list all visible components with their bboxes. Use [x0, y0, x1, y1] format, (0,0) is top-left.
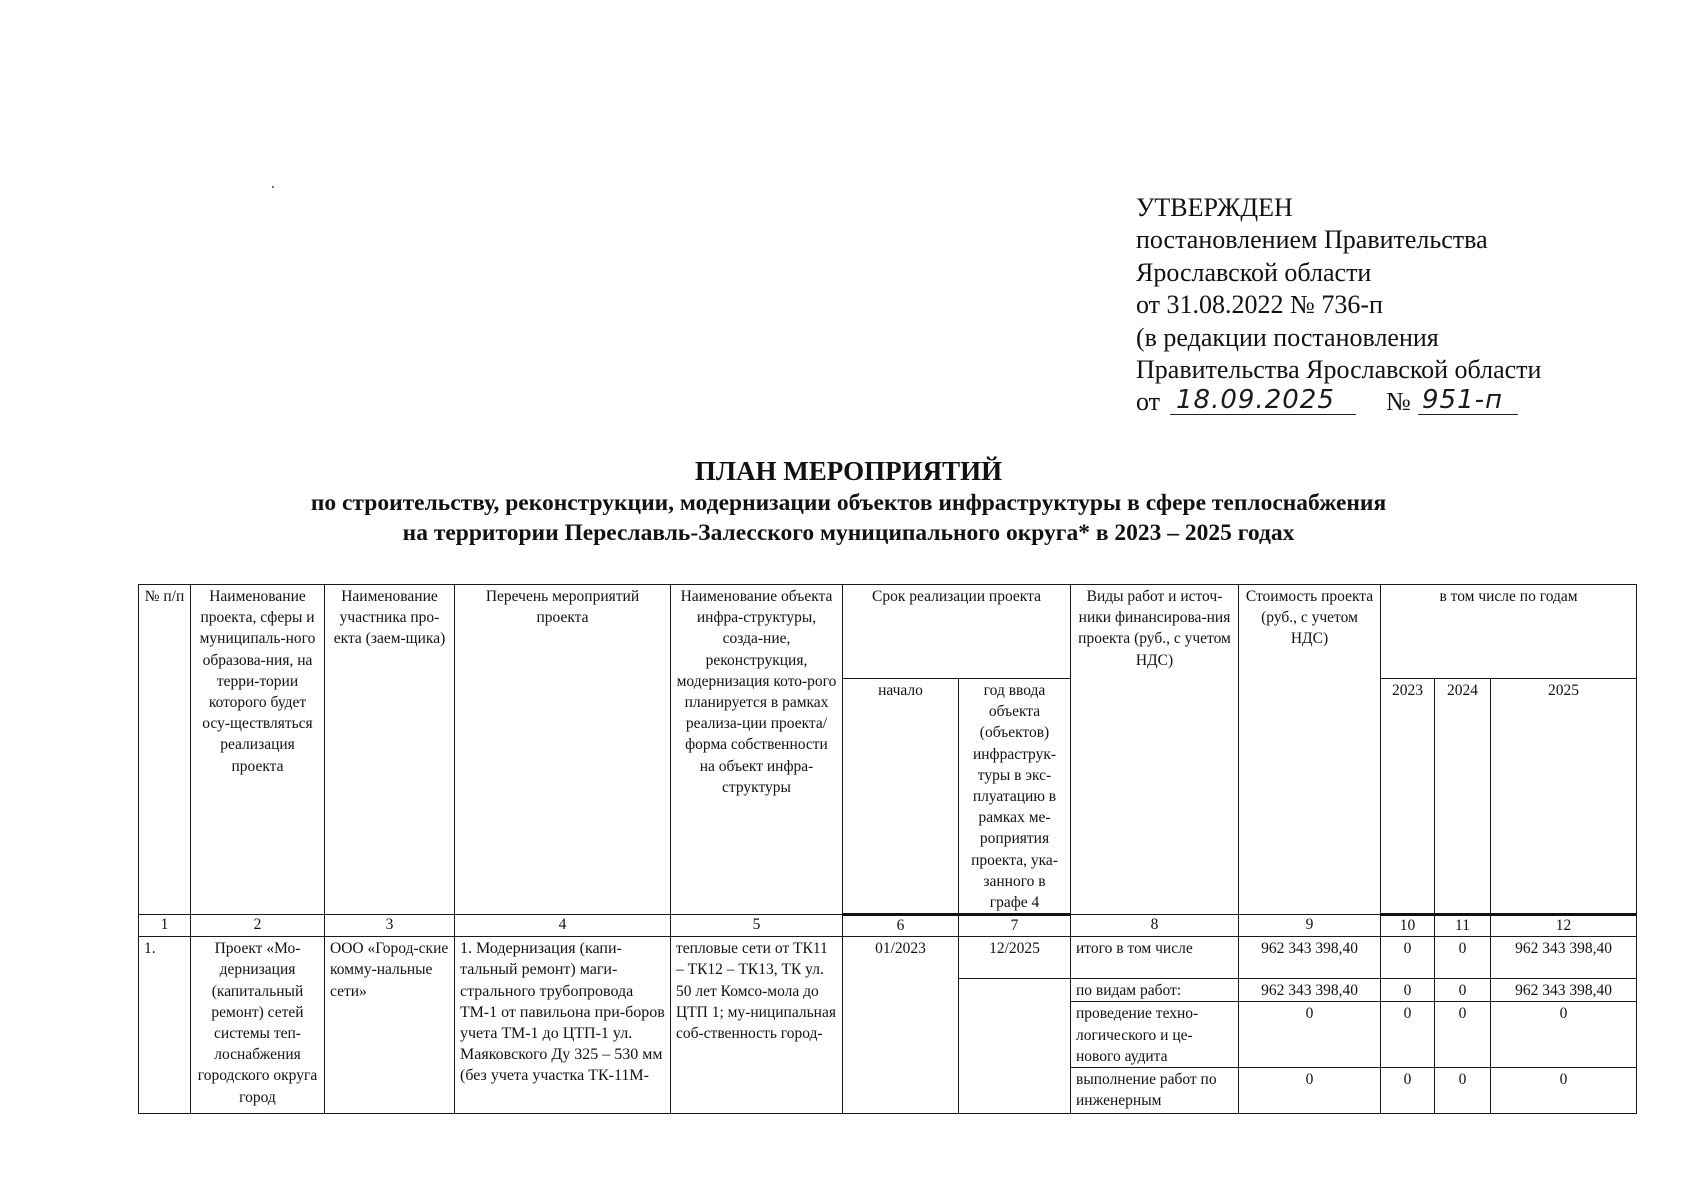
col-num-5: 5: [671, 915, 843, 937]
col-num-1: 1: [139, 915, 191, 937]
handwritten-date: 18.09.2025: [1176, 385, 1335, 416]
col-num-7: 7: [959, 915, 1071, 937]
approval-line-6: Правительства Ярославской области: [1136, 355, 1542, 385]
document-subtitle-1: по строительству, реконструкции, модернизации объектов инфраструктуры в сфере теплоснабжения: [310, 490, 1387, 516]
header-by-years: в том числе по годам: [1381, 585, 1637, 679]
col-num-2: 2: [191, 915, 325, 937]
row1-line4-2023: 0: [1381, 1068, 1435, 1114]
row1-participant: ООО «Город-ские комму-нальные сети»: [325, 937, 455, 1114]
header-start: начало: [843, 679, 959, 915]
table-row: [139, 937, 1637, 979]
col-num-11: 11: [1435, 915, 1491, 937]
row1-line3-2023: 0: [1381, 1002, 1435, 1068]
row1-line4-2024: 0: [1435, 1068, 1491, 1114]
approval-heading: УТВЕРЖДЕН: [1136, 193, 1293, 222]
row1-line2-2025: 962 343 398,40: [1491, 979, 1637, 1002]
header-2023: 2023: [1381, 679, 1435, 915]
header-object: Наименование объекта инфра-структуры, созда-ние, реконструкция, модернизация кото-рого планируется в рамках реализа-ции проекта/форма собственности на объект инфра-структуры: [671, 585, 843, 915]
row1-line2-cost: 962 343 398,40: [1239, 979, 1381, 1002]
approval-signature-row: [1136, 386, 1541, 418]
number-sign: №: [1386, 387, 1411, 417]
row1-line1-label: итого в том числе: [1071, 937, 1239, 979]
col-num-6: 6: [843, 915, 959, 937]
header-works: Виды работ и источ-ники финансирова-ния проекта (руб., с учетом НДС): [1071, 585, 1239, 915]
approval-stamp-block: [1136, 192, 1541, 418]
approval-line-4: от 31.08.2022 № 736-п: [1136, 290, 1383, 320]
row1-line1-2025: 962 343 398,40: [1491, 937, 1637, 979]
col-num-4: 4: [455, 915, 671, 937]
header-measures: Перечень мероприятий проекта: [455, 585, 671, 915]
header-project: Наименование проекта, сферы и муниципаль-ного образова-ния, на терри-тории которого будет осу-ществляться реализация проекта: [191, 585, 325, 915]
header-num: № п/п: [139, 585, 191, 915]
row1-line2-label: по видам работ:: [1071, 979, 1239, 1002]
row1-start: 01/2023: [843, 937, 959, 1114]
row1-line4-label: выполнение работ по инженерным: [1071, 1068, 1239, 1114]
approval-line-3: Ярославской области: [1136, 257, 1372, 287]
row1-line4-2025: 0: [1491, 1068, 1637, 1114]
row1-line3-cost: 0: [1239, 1002, 1381, 1068]
row1-line2-2023: 0: [1381, 979, 1435, 1002]
document-subtitle-2: на территории Переславль-Залесского муниципального округа* в 2023 – 2025 годах: [402, 520, 1295, 546]
from-label: от: [1136, 387, 1161, 417]
row1-line3-2024: 0: [1435, 1002, 1491, 1068]
row1-line3-label: проведение техно-логического и це-нового аудита: [1071, 1002, 1239, 1068]
col-num-10: 10: [1381, 915, 1435, 937]
document-title: ПЛАН МЕРОПРИЯТИЙ: [694, 456, 1003, 486]
row1-line2-2024: 0: [1435, 979, 1491, 1002]
column-numbers-row: [139, 915, 1637, 937]
col-num-8: 8: [1071, 915, 1239, 937]
header-2024: 2024: [1435, 679, 1491, 915]
col-num-9: 9: [1239, 915, 1381, 937]
row1-end-continued: [959, 979, 1071, 1114]
approval-line-2: постановлением Правительства: [1136, 225, 1488, 255]
header-cost: Стоимость проекта (руб., с учетом НДС): [1239, 585, 1381, 915]
col-num-12: 12: [1491, 915, 1637, 937]
row1-project: Проект «Мо-дернизация (капитальный ремонт) сетей системы теп-лоснабжения городского округа город: [191, 937, 325, 1114]
row1-end: 12/2025: [959, 937, 1071, 979]
row1-line1-2023: 0: [1381, 937, 1435, 979]
scan-speck: [272, 186, 274, 188]
row1-line4-cost: 0: [1239, 1068, 1381, 1114]
row1-line1-cost: 962 343 398,40: [1239, 937, 1381, 979]
approval-line-5: (в редакции постановления: [1136, 322, 1439, 352]
row1-num: 1.: [139, 937, 191, 1114]
header-period: Срок реализации проекта: [843, 585, 1071, 679]
header-2025: 2025: [1491, 679, 1637, 915]
document-title-block: [0, 454, 1697, 548]
row1-measure: 1. Модернизация (капи-тальный ремонт) маги-стрального трубопровода ТМ-1 от павильона при-боров учета ТМ-1 до ЦТП-1 ул. Маяковского Ду 325 – 530 мм (без учета участка ТК-11М-: [455, 937, 671, 1114]
table-header-row-1: [139, 585, 1637, 679]
header-commission: год ввода объекта (объектов) инфраструк-туры в экс-плуатацию в рамках ме-роприятия проекта, ука-занного в графе 4: [959, 679, 1071, 915]
handwritten-number: 951-п: [1422, 385, 1504, 416]
row1-object: тепловые сети от ТК11 – ТК12 – ТК13, ТК ул. 50 лет Комсо-мола до ЦТП 1; му-ниципальная соб-ственность город-: [671, 937, 843, 1114]
col-num-3: 3: [325, 915, 455, 937]
measures-table: [138, 584, 1637, 1114]
row1-line1-2024: 0: [1435, 937, 1491, 979]
header-participant: Наименование участника про-екта (заем-щика): [325, 585, 455, 915]
row1-line3-2025: 0: [1491, 1002, 1637, 1068]
